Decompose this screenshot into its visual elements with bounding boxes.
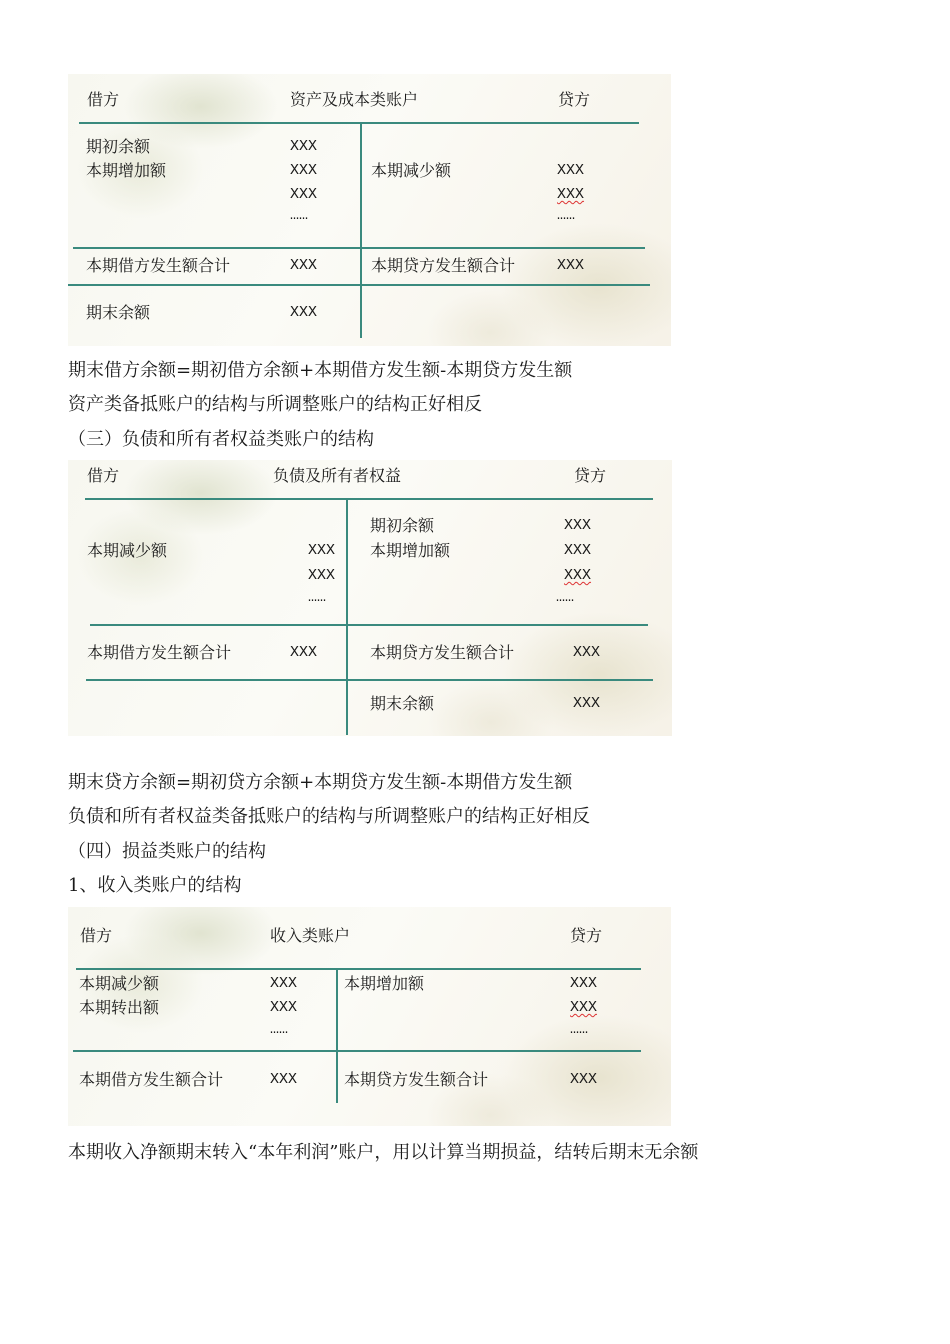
increase-value-more: XXX	[570, 999, 598, 1016]
contra-asset-note: 资产类备抵账户的结构与所调整账户的结构正好相反	[68, 394, 482, 415]
debit-total-label: 本期借方发生额合计	[79, 1070, 224, 1089]
t-account-revenue	[68, 907, 671, 1126]
credit-total-label: 本期贷方发生额合计	[371, 256, 516, 275]
t-vertical-rule	[360, 123, 362, 338]
end-rule	[86, 679, 653, 681]
credit-total-label: 本期贷方发生额合计	[344, 1070, 489, 1089]
ending-balance-value: XXX	[290, 304, 318, 321]
decrease-value: XXX	[557, 162, 585, 179]
credit-total-value: XXX	[557, 257, 585, 274]
decrease-label: 本期减少额	[79, 974, 160, 993]
formula-debit-balance: 期末借方余额=期初借方余额+本期借方发生额-本期贷方发生额	[68, 360, 573, 381]
credit-label: 贷方	[558, 90, 591, 109]
decrease-label: 本期减少额	[371, 161, 452, 180]
increase-value: XXX	[290, 162, 318, 179]
debit-total-value: XXX	[270, 1071, 298, 1088]
debit-label: 借方	[87, 466, 120, 485]
credit-total-value: XXX	[573, 644, 601, 661]
revenue-closing-note: 本期收入净额期末转入“本年利润”账户，用以计算当期损益，结转后期末无余额	[68, 1142, 699, 1163]
decrease-value: XXX	[270, 975, 298, 992]
opening-balance-label: 期初余额	[370, 516, 435, 535]
account-title: 负债及所有者权益	[273, 466, 402, 485]
debit-total-label: 本期借方发生额合计	[86, 256, 231, 275]
header-rule	[76, 968, 641, 970]
credit-total-value: XXX	[570, 1071, 598, 1088]
ellipsis: ……	[290, 207, 309, 224]
section-heading-3: （三）负债和所有者权益类账户的结构	[68, 429, 374, 450]
ending-balance-label: 期末余额	[86, 303, 151, 322]
t-account-assets	[68, 74, 671, 346]
ellipsis: ……	[308, 589, 327, 606]
subheading-revenue: 1、收入类账户的结构	[68, 875, 242, 896]
opening-balance-value: XXX	[290, 138, 318, 155]
decrease-value-more: XXX	[557, 186, 585, 203]
increase-value-more: XXX	[290, 186, 318, 203]
opening-balance-label: 期初余额	[86, 137, 151, 156]
account-title: 收入类账户	[270, 926, 351, 945]
ellipsis: ……	[556, 589, 575, 606]
decrease-value-more: XXX	[308, 567, 336, 584]
end-rule	[68, 284, 650, 286]
total-rule	[73, 247, 645, 249]
increase-label: 本期增加额	[370, 541, 451, 560]
account-title: 资产及成本类账户	[290, 90, 419, 109]
t-vertical-rule	[336, 969, 338, 1103]
total-rule	[90, 624, 648, 626]
transfer-out-label: 本期转出额	[79, 998, 160, 1017]
debit-label: 借方	[87, 90, 120, 109]
decrease-value: XXX	[308, 542, 336, 559]
credit-label: 贷方	[574, 466, 607, 485]
opening-balance-value: XXX	[564, 517, 592, 534]
t-account-liabilities	[68, 460, 672, 736]
debit-total-value: XXX	[290, 257, 318, 274]
increase-value: XXX	[570, 975, 598, 992]
transfer-out-value: XXX	[270, 999, 298, 1016]
contra-liability-note: 负债和所有者权益类备抵账户的结构与所调整账户的结构正好相反	[68, 806, 590, 827]
increase-value: XXX	[564, 542, 592, 559]
header-rule	[85, 498, 653, 500]
increase-label: 本期增加额	[86, 161, 167, 180]
formula-credit-balance: 期末贷方余额=期初贷方余额+本期贷方发生额-本期借方发生额	[68, 772, 573, 793]
increase-label: 本期增加额	[344, 974, 425, 993]
total-rule	[73, 1050, 641, 1052]
ending-balance-label: 期末余额	[370, 694, 435, 713]
debit-total-label: 本期借方发生额合计	[87, 643, 232, 662]
debit-label: 借方	[80, 926, 113, 945]
decrease-label: 本期减少额	[87, 541, 168, 560]
ellipsis: ……	[557, 207, 576, 224]
credit-total-label: 本期贷方发生额合计	[370, 643, 515, 662]
ending-balance-value: XXX	[573, 695, 601, 712]
ellipsis: ……	[570, 1021, 589, 1038]
section-heading-4: （四）损益类账户的结构	[68, 841, 266, 862]
ellipsis: ……	[270, 1021, 289, 1038]
credit-label: 贷方	[570, 926, 603, 945]
header-rule	[79, 122, 639, 124]
increase-value-more: XXX	[564, 567, 592, 584]
t-vertical-rule	[346, 499, 348, 735]
debit-total-value: XXX	[290, 644, 318, 661]
